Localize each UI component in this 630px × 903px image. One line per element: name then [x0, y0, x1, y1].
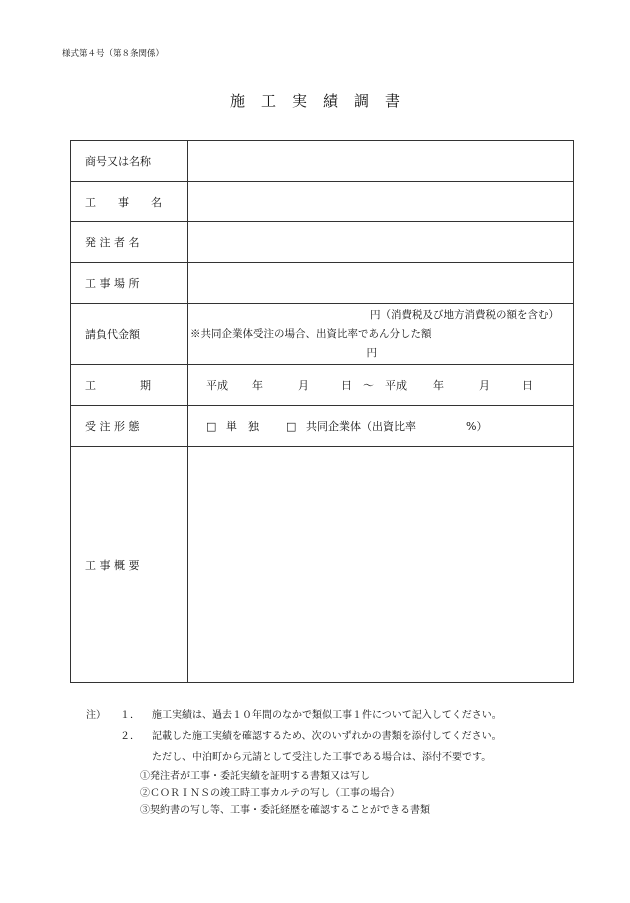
checkbox-jv[interactable]: □ — [286, 420, 297, 433]
field-period[interactable] — [188, 365, 574, 406]
doc-3 — [86, 802, 566, 819]
row-work-name — [71, 182, 574, 222]
notes-prefix: 注） — [86, 710, 106, 721]
period-era-end: 平成 — [385, 379, 407, 392]
label-overview: 工 事 概 要 — [71, 447, 188, 683]
page-title — [0, 90, 630, 111]
field-overview[interactable] — [188, 447, 574, 683]
label-amount: 請負代金額 — [71, 304, 188, 365]
row-contract-type — [71, 406, 574, 447]
row-trade-name — [71, 141, 574, 182]
title-char: 書 — [385, 92, 401, 110]
row-amount — [71, 304, 574, 365]
period-year-start: 年 — [252, 379, 263, 392]
option-single-label: 単 独 — [226, 420, 259, 433]
period-day-start: 日 — [341, 379, 352, 392]
row-overview — [71, 447, 574, 683]
title-char: 工 — [260, 92, 276, 110]
period-separator: ～ — [363, 379, 374, 392]
label-work-name: 工 事 名 — [71, 182, 188, 222]
period-year-end: 年 — [433, 379, 444, 392]
option-jv-percent: %） — [466, 420, 488, 433]
note-2-number: ２． — [120, 731, 140, 742]
period-month-start: 月 — [298, 379, 309, 392]
period-month-end: 月 — [479, 379, 490, 392]
note-2-sub — [86, 747, 566, 768]
amount-yen: 円 — [366, 346, 377, 359]
record-table — [70, 140, 574, 683]
label-trade-name: 商号又は名称 — [71, 141, 188, 182]
field-trade-name[interactable] — [188, 141, 574, 182]
label-period: 工 期 — [71, 365, 188, 406]
title-char: 実 — [291, 92, 307, 110]
period-era-start: 平成 — [206, 379, 228, 392]
option-jv-label: 共同企業体（出資比率 — [306, 420, 416, 433]
field-client[interactable] — [188, 222, 574, 263]
period-day-end: 日 — [522, 379, 533, 392]
note-1 — [86, 705, 566, 726]
notes — [86, 705, 566, 819]
title-char: 績 — [323, 92, 339, 110]
doc-2-text: ②ＣＯＲＩＮＳの竣工時工事カルテの写し（工事の場合） — [140, 788, 400, 799]
note-2-text: 記載した施工実績を確認するため、次のいずれかの書類を添付してください。 — [152, 731, 502, 742]
note-2 — [86, 726, 566, 747]
row-site — [71, 263, 574, 304]
title-char: 施 — [229, 92, 245, 110]
label-site: 工 事 場 所 — [71, 263, 188, 304]
note-1-text: 施工実績は、過去１０年間のなかで類似工事１件について記入してください。 — [152, 710, 502, 721]
row-client — [71, 222, 574, 263]
doc-1 — [86, 768, 566, 785]
label-contract-type: 受 注 形 態 — [71, 406, 188, 447]
amount-jv-note: ※共同企業体受注の場合、出資比率であん分した額 — [190, 327, 432, 340]
field-work-name[interactable] — [188, 182, 574, 222]
field-contract-type — [188, 406, 574, 447]
amount-tax-note: 円（消費税及び地方消費税の額を含む） — [370, 308, 559, 321]
note-2-exception: ただし、中泊町から元請として受注した工事である場合は、添付不要です。 — [152, 752, 492, 763]
checkbox-single[interactable]: □ — [206, 420, 217, 433]
doc-1-text: ①発注者が工事・委託実績を証明する書類又は写し — [140, 771, 370, 782]
field-amount[interactable] — [188, 304, 574, 365]
title-char: 調 — [354, 92, 370, 110]
row-period — [71, 365, 574, 406]
doc-3-text: ③契約書の写し等、工事・委託経歴を確認することができる書類 — [140, 805, 430, 816]
field-site[interactable] — [188, 263, 574, 304]
note-1-number: １． — [120, 710, 140, 721]
label-client: 発 注 者 名 — [71, 222, 188, 263]
doc-2 — [86, 785, 566, 802]
form-number: 様式第４号（第８条関係） — [62, 49, 165, 59]
